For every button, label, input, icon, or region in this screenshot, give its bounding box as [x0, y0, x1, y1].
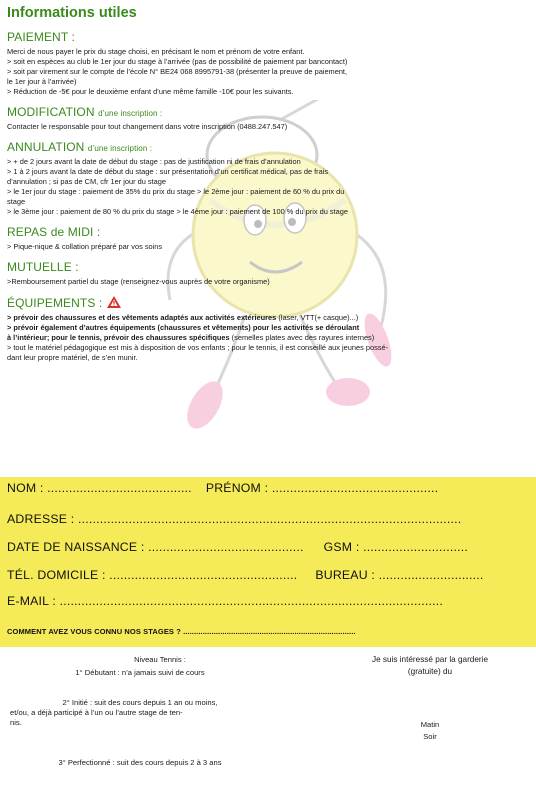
name-field[interactable]: NOM : ........................................ [7, 481, 192, 495]
cancellation-line: > le 3ème jour : paiement de 80 % du prix du stage > le 4ème jour : paiement de 100 % du prix du stage [7, 207, 349, 216]
home-phone-field[interactable]: TÉL. DOMICILE : .................................................... [7, 568, 298, 582]
cancellation-line: > + de 2 jours avant la date de début du stage : pas de justification ni de frais d’annulation [7, 157, 301, 166]
payment-line: > soit en espèces au club le 1er jour du stage à l’arrivée (pas de possibilité de paiement par bancontact) [7, 57, 348, 66]
payment-line: > Réduction de -5€ pour le deuxième enfant d’une même famille -10€ pour les suivants. [7, 87, 294, 96]
equipment-line: > tout le matériel pédagogique est mis à disposition de vos enfants ; pour le tennis, il est conseillé aux jeunes possé- [7, 343, 389, 352]
payment-heading: PAIEMENT : [7, 30, 75, 44]
equipment-line: > prévoir également d’autres équipements (chaussures et vêtements) pour les activités se déroulant [7, 323, 360, 332]
cancellation-heading: ANNULATION d’une inscription : [7, 140, 153, 154]
firstname-field[interactable]: PRÉNOM : .............................................. [205, 481, 439, 495]
payment-line: le 1er jour à l’arrivée) [7, 77, 77, 86]
modification-heading: MODIFICATION d’une inscription : [7, 105, 163, 119]
daycare-evening-option[interactable]: Soir [423, 732, 437, 741]
insurance-heading: MUTUELLE : [7, 260, 79, 274]
tennis-level-option[interactable]: 2° Initié : suit des cours depuis 1 an ou moins, [62, 698, 218, 707]
page-title: Informations utiles [7, 5, 137, 21]
useful-information [7, 0, 531, 371]
form-row-birth [7, 540, 521, 554]
tennis-level-title: Niveau Tennis : [134, 655, 186, 664]
how-did-you-hear-field[interactable]: COMMENT AVEZ VOUS CONNU NOS STAGES ? ............................................................................... [7, 627, 356, 636]
payment-line: Merci de nous payer le prix du stage choisi, en précisant le nom et prénom de votre enfant. [7, 47, 305, 56]
daycare-subtitle: (gratuite) du [407, 667, 453, 676]
modification-line: Contacter le responsable pour tout changement dans votre inscription (0488.247.547) [7, 122, 288, 131]
insurance-line: >Remboursement partiel du stage (renseignez-vous auprès de votre organisme) [7, 277, 270, 286]
registration-form [0, 477, 536, 647]
lunch-section [7, 225, 531, 252]
lunch-heading: REPAS de MIDI : [7, 225, 101, 239]
equipment-line: à l’intérieur; pour le tennis, prévoir des chaussures spécifiques (semelles plates avec des rayures internes) [7, 333, 375, 342]
equipment-line: dant leur propre matériel, de s’en munir. [7, 353, 138, 362]
office-phone-field[interactable]: BUREAU : ............................. [315, 568, 484, 582]
tennis-level-option[interactable]: 3° Perfectionné : suit des cours depuis 2 à 3 ans [58, 758, 222, 767]
birthdate-field[interactable]: DATE DE NAISSANCE : ........................................... [7, 540, 304, 554]
email-field[interactable]: E-MAIL : .......................................................................................................... [7, 594, 443, 608]
warning-triangle-icon [106, 295, 122, 309]
cancellation-section [7, 140, 531, 217]
equipment-section [7, 295, 531, 363]
daycare-morning-option[interactable]: Matin [420, 720, 440, 729]
address-field[interactable]: ADRESSE : .......................................................................................................... [7, 512, 462, 526]
modification-section [7, 105, 531, 132]
lunch-line: > Pique-nique & collation préparé par vos soins [7, 242, 163, 251]
cancellation-line: > le 1er jour du stage : paiement de 35% du prix du stage > le 2ème jour : paiement de 60 % du prix du [7, 187, 345, 196]
gsm-field[interactable]: GSM : ............................. [323, 540, 468, 554]
form-row-phone [7, 568, 521, 582]
insurance-section [7, 260, 531, 287]
tennis-level-option[interactable]: 1° Débutant : n’a jamais suivi de cours [75, 668, 205, 677]
cancellation-line: d’annulation ; si pas de CM, cfr 1er jour du stage [7, 177, 166, 186]
equipment-heading: ÉQUIPEMENTS : [7, 295, 531, 310]
cancellation-line: stage [7, 197, 26, 206]
form-row-name [7, 481, 521, 495]
daycare-title: Je suis intéressé par la garderie [371, 655, 489, 664]
equipment-line: > prévoir des chaussures et des vêtements adaptés aux activités extérieures (laser, VTT(+ casque)...) [7, 313, 359, 322]
tennis-level-option-cont: et/ou, a déjà participé à l’un ou l’autre stage de ten- nis. [10, 708, 183, 727]
payment-line: > soit par virement sur le compte de l’école N° BE24 068 8995791-38 (présenter la preuve de paiement, [7, 67, 348, 76]
cancellation-line: > 1 à 2 jours avant la date de début du stage : sur présentation d’un certificat médical, pas de frais [7, 167, 329, 176]
payment-section [7, 30, 531, 97]
